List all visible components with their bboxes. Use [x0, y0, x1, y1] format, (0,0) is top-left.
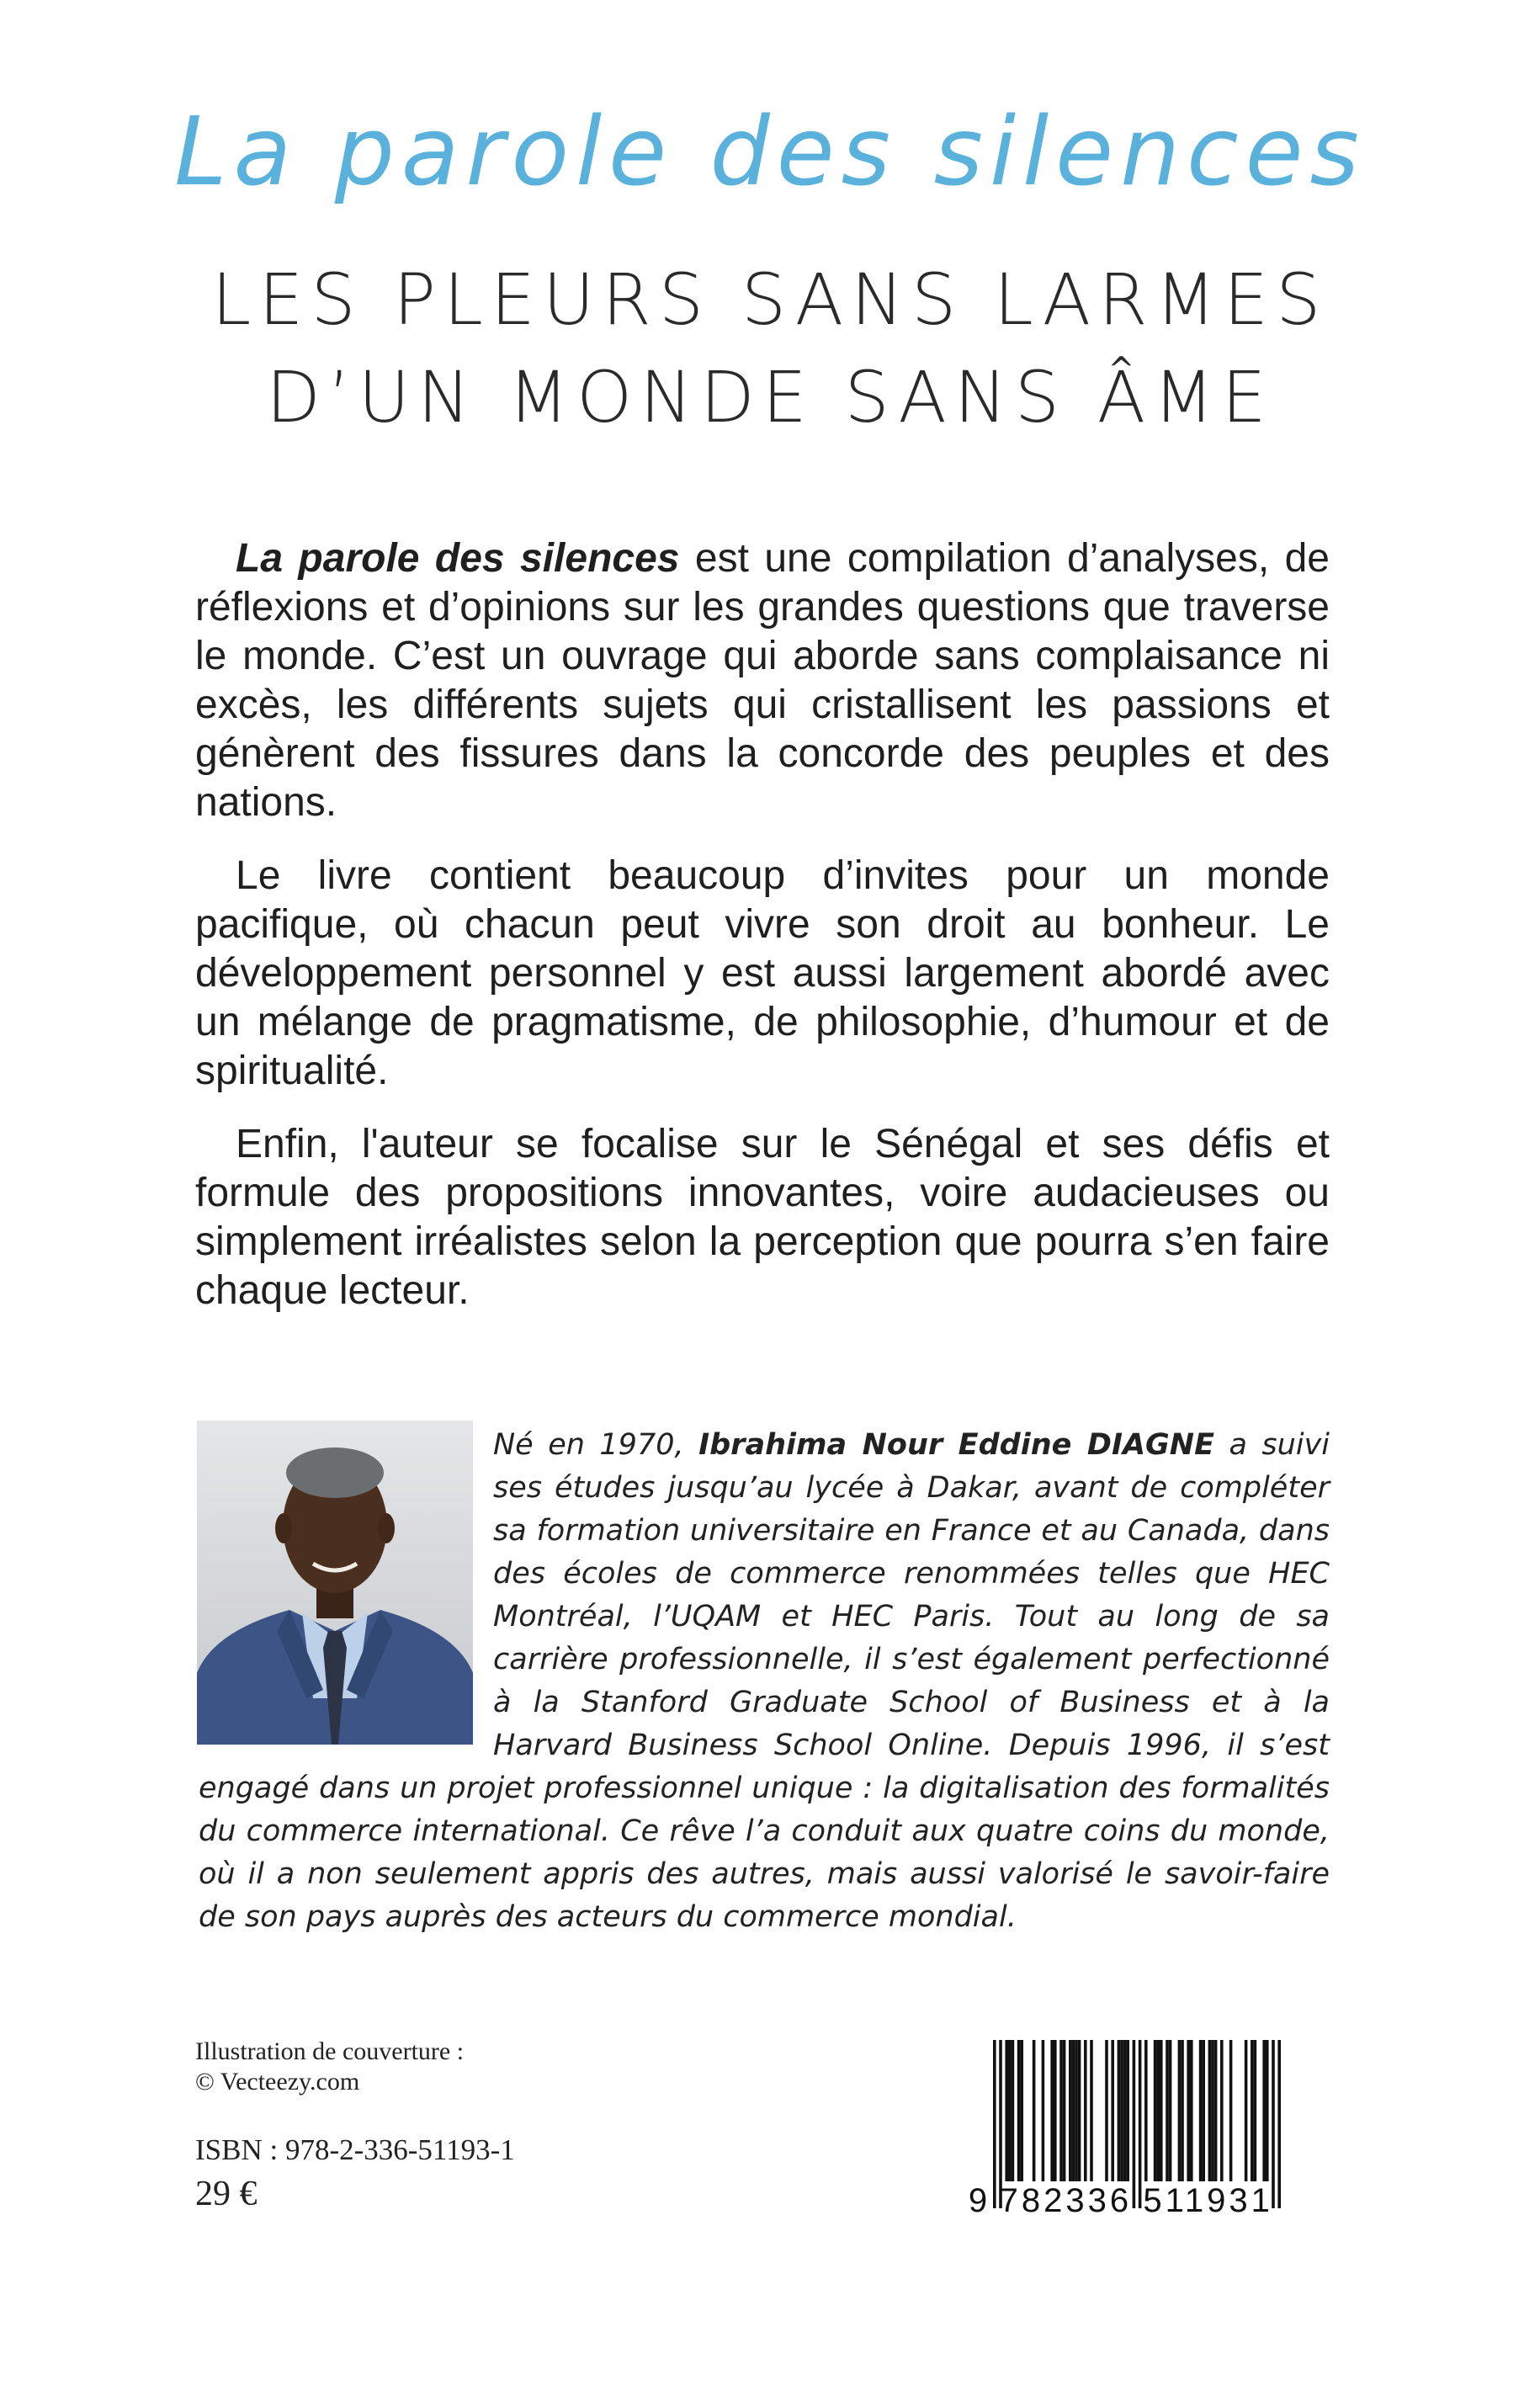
- barcode-bar: [1020, 2040, 1023, 2181]
- price: 29 €: [195, 2175, 258, 2213]
- barcode-bar: [1187, 2040, 1190, 2181]
- barcode: [968, 2040, 1304, 2215]
- barcode-bar: [1156, 2040, 1160, 2181]
- barcode-bar: [1008, 2040, 1012, 2181]
- barcode-bar: [1133, 2040, 1136, 2208]
- barcode-bar: [1063, 2040, 1066, 2181]
- barcode-bar: [1214, 2040, 1218, 2181]
- barcode-digits: 782336: [999, 2182, 1133, 2215]
- barcode-bar: [1005, 2040, 1008, 2181]
- isbn: ISBN : 978-2-336-51193-1: [195, 2133, 515, 2166]
- barcode-bar: [1181, 2040, 1184, 2181]
- barcode-bar: [1033, 2040, 1036, 2181]
- barcode-bar: [1118, 2040, 1121, 2181]
- barcode-bar: [1220, 2040, 1224, 2181]
- summary-paragraph-3: Enfin, l'auteur se focalise sur le Sénégal et ses défis et formule des propositions innovantes, voire audacieuses ou simplement irréalistes selon la perception que pourra s’en faire chaque lecteur.: [195, 1122, 1330, 1313]
- barcode-bar: [1160, 2040, 1163, 2181]
- barcode-bar: [1084, 2040, 1087, 2181]
- barcode-bar: [1254, 2040, 1257, 2181]
- book-subtitle: [0, 251, 1540, 446]
- summary-title-emphasis: La parole des silences: [236, 536, 680, 581]
- barcode-bar: [1078, 2040, 1081, 2181]
- barcode-bar: [1120, 2040, 1123, 2181]
- barcode-bar: [1154, 2040, 1157, 2181]
- barcode-bar: [1144, 2040, 1148, 2181]
- barcode-bar: [1208, 2040, 1212, 2181]
- book-summary: [195, 534, 1330, 1340]
- barcode-bar: [1017, 2040, 1021, 2181]
- barcode-bar: [1069, 2040, 1072, 2181]
- barcode-bar: [1105, 2040, 1108, 2181]
- barcode-bar: [1262, 2040, 1266, 2181]
- summary-paragraph-1: [195, 534, 1330, 827]
- barcode-digits: 511931: [1143, 2182, 1273, 2215]
- barcode-bar: [1251, 2040, 1254, 2181]
- barcode-bar: [1059, 2040, 1063, 2181]
- barcode-bar: [1050, 2040, 1054, 2181]
- barcode-bar: [1090, 2040, 1093, 2181]
- author-bio: [199, 1424, 1330, 1939]
- barcode-bar: [1169, 2040, 1172, 2181]
- barcode-bar: [1072, 2040, 1075, 2181]
- bio-intro: Né en 1970,: [493, 1428, 699, 1462]
- barcode-bar: [1211, 2040, 1214, 2181]
- barcode-bar: [1266, 2040, 1269, 2181]
- credit-line-1: Illustration de couverture :: [195, 2037, 465, 2065]
- subtitle-line-1: LES PLEURS SANS LARMES: [211, 258, 1329, 341]
- barcode-digits: 9: [968, 2182, 991, 2215]
- barcode-bar: [1123, 2040, 1127, 2181]
- summary-paragraph-1-text: est une compilation d’analyses, de réflexions et d’opinions sur les grandes questions que traverse le monde. C’est un ouvrage qui aborde sans complaisance ni excès, les différents sujets qui cristallisent les passions et génèrent des fissures dans la concorde des peuples et des nations.: [195, 536, 1330, 825]
- barcode-bar: [1166, 2040, 1169, 2181]
- barcode-bar: [1012, 2040, 1015, 2181]
- barcode-bar: [993, 2040, 996, 2208]
- book-title: La parole des silences: [174, 98, 1366, 207]
- summary-paragraph-2: Le livre contient beaucoup d’invites pour un monde pacifique, où chacun peut vivre son droit au bonheur. Le développement personnel y est aussi largement abordé avec un mélange de pragmatisme, de philosophie, d’humour et de spiritualité.: [195, 853, 1330, 1093]
- barcode-bar: [1190, 2040, 1193, 2181]
- barcode-bar: [1054, 2040, 1057, 2181]
- barcode-bar: [1178, 2040, 1182, 2181]
- cover-credit: [195, 2037, 464, 2097]
- bio-text: a suivi ses études jusqu’au lycée à Dakar, avant de compléter sa formation universitaire en France et au Canada, dans des écoles de commerce renommées telles que HEC Montréal, l’UQAM et HEC Paris. Tout au long de sa carrière professionnelle, il s’est également perfectionné à la Stanford Graduate School of Business et à la Harvard Business School Online. Depuis 1996, il s’est engagé dans un projet professionnel unique : la digitalisation des formalités du commerce international. Ce rêve l’a conduit aux quatre coins du monde, où il a non seulement appris des autres, mais aussi valorisé le savoir-faire de son pays auprès des acteurs du commerce mondial.: [199, 1428, 1330, 1934]
- barcode-bar: [1126, 2040, 1129, 2181]
- barcode-bar: [1139, 2040, 1142, 2208]
- credit-line-2: © Vecteezy.com: [195, 2068, 360, 2096]
- barcode-bar: [1075, 2040, 1078, 2181]
- barcode-bar: [1199, 2040, 1203, 2181]
- barcode-bar: [1277, 2040, 1281, 2208]
- barcode-bar: [1245, 2040, 1248, 2181]
- barcode-bar: [1111, 2040, 1114, 2181]
- subtitle-line-2: D’UN MONDE SANS ÂME: [266, 356, 1274, 438]
- barcode-bar: [1202, 2040, 1205, 2181]
- barcode-bar: [1229, 2040, 1233, 2181]
- barcode-bar: [1042, 2040, 1045, 2181]
- author-name: Ibrahima Nour Eddine DIAGNE: [698, 1428, 1214, 1462]
